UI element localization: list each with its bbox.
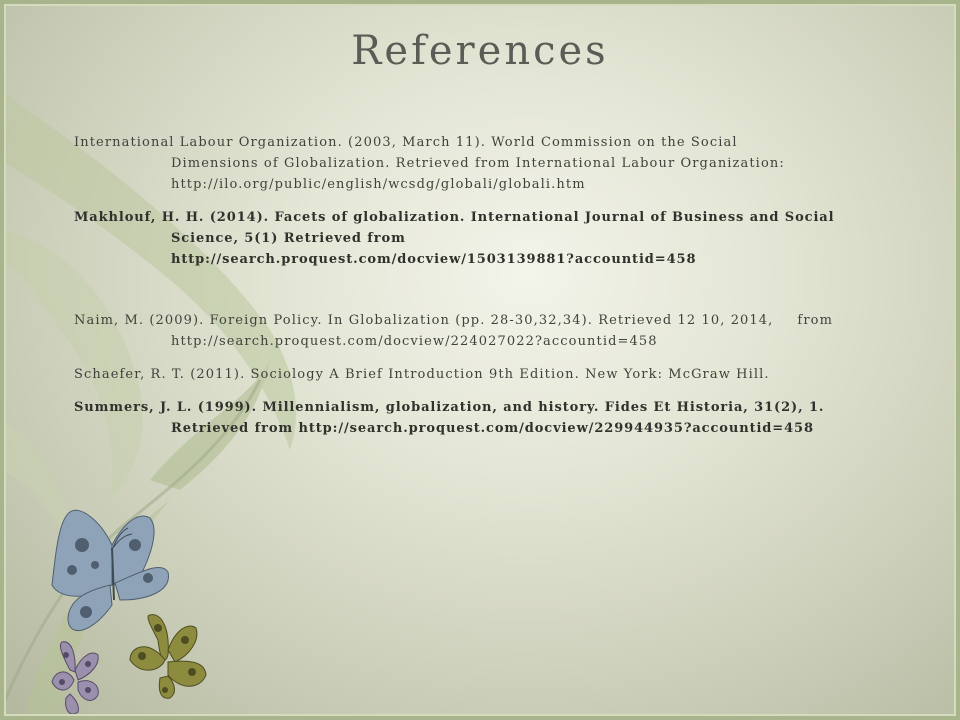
reference-line: Summers, J. L. (1999). Millennialism, globalization, and history. Fides Et Historia, 31(2), 1. (74, 400, 825, 415)
reference-entry-summers (74, 397, 894, 439)
reference-entry-schaefer (74, 364, 894, 385)
reference-line: http://ilo.org/public/english/wcsdg/globali/globali.htm (171, 177, 586, 192)
reference-line-first (74, 310, 894, 331)
reference-line: Science, 5(1) Retrieved from (171, 231, 406, 246)
reference-trailing-word: from (797, 313, 834, 328)
reference-line: http://search.proquest.com/docview/224027022?accountid=458 (171, 334, 658, 349)
reference-line: Makhlouf, H. H. (2014). Facets of globalization. International Journal of Business and Social (74, 210, 835, 225)
reference-line: Schaefer, R. T. (2011). Sociology A Brief Introduction 9th Edition. New York: McGraw Hill. (74, 367, 770, 382)
reference-entry-ilo (74, 132, 894, 195)
reference-line: International Labour Organization. (2003, March 11). World Commission on the Social (74, 135, 738, 150)
slide-title: References (351, 28, 609, 74)
blue-butterfly-icon (52, 510, 168, 630)
reference-line: Retrieved from http://search.proquest.com/docview/229944935?accountid=458 (171, 421, 814, 436)
reference-entry-naim (74, 310, 894, 352)
reference-line: Dimensions of Globalization. Retrieved from International Labour Organization: (171, 156, 785, 171)
reference-entry-makhlouf (74, 207, 894, 270)
reference-list (74, 132, 894, 451)
reference-line: http://search.proquest.com/docview/1503139881?accountid=458 (171, 252, 697, 267)
reference-line: Naim, M. (2009). Foreign Policy. In Globalization (pp. 28-30,32,34). Retrieved 12 10, 2014, (74, 313, 774, 328)
olive-butterfly-icon (130, 615, 206, 699)
